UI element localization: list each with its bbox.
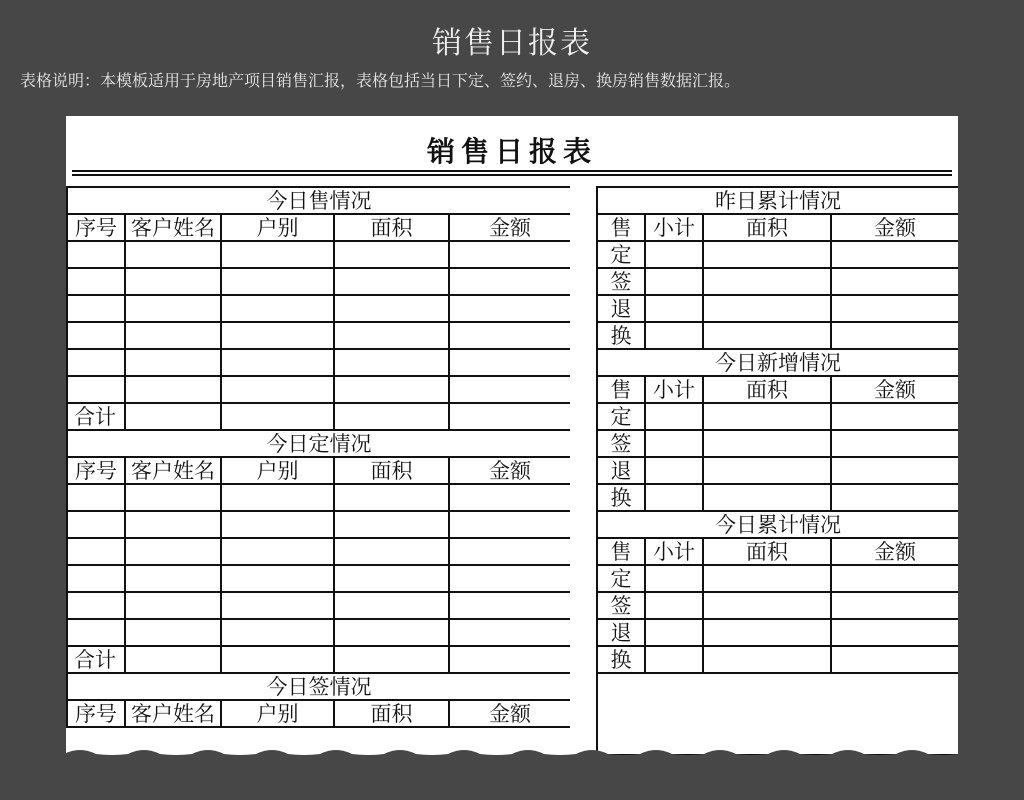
column-header: 金额 — [449, 700, 571, 727]
table-cell[interactable] — [221, 484, 334, 511]
table-cell[interactable] — [703, 484, 831, 511]
table-cell[interactable] — [125, 268, 221, 295]
section-title-row — [67, 187, 571, 214]
table-row — [597, 295, 958, 322]
column-header: 金额 — [831, 538, 958, 565]
table-cell[interactable] — [645, 619, 703, 646]
table-cell[interactable] — [334, 511, 449, 538]
table-cell[interactable] — [449, 268, 571, 295]
table-cell[interactable] — [221, 592, 334, 619]
row-label: 退 — [597, 619, 645, 646]
table-cell[interactable] — [125, 349, 221, 376]
table-cell[interactable] — [334, 322, 449, 349]
table-cell[interactable] — [125, 403, 221, 430]
header-row — [597, 376, 958, 403]
table-cell[interactable] — [831, 268, 958, 295]
table-cell[interactable] — [831, 403, 958, 430]
table-cell[interactable] — [125, 295, 221, 322]
table-cell[interactable] — [334, 592, 449, 619]
torn-paper-edge — [0, 738, 1024, 800]
column-header: 面积 — [703, 376, 831, 403]
table-cell[interactable] — [703, 403, 831, 430]
column-header: 金额 — [831, 376, 958, 403]
column-header: 户别 — [221, 700, 334, 727]
section-title: 昨日累计情况 — [597, 187, 958, 214]
table-row — [67, 241, 571, 268]
left-report-table — [66, 186, 572, 728]
table-cell[interactable] — [67, 349, 125, 376]
column-header: 面积 — [703, 538, 831, 565]
table-cell[interactable] — [645, 484, 703, 511]
table-cell[interactable] — [67, 322, 125, 349]
table-cell[interactable] — [831, 565, 958, 592]
header-row — [67, 700, 571, 727]
table-cell[interactable] — [221, 511, 334, 538]
column-header: 面积 — [334, 700, 449, 727]
table-row — [597, 457, 958, 484]
row-label: 签 — [597, 430, 645, 457]
table-cell[interactable] — [703, 295, 831, 322]
table-cell[interactable] — [449, 241, 571, 268]
table-cell[interactable] — [125, 565, 221, 592]
section-title-row — [597, 511, 958, 538]
title-double-rule — [72, 170, 952, 176]
table-cell[interactable] — [334, 619, 449, 646]
table-cell[interactable] — [67, 565, 125, 592]
column-header: 金额 — [831, 214, 958, 241]
table-cell[interactable] — [645, 403, 703, 430]
table-cell[interactable] — [449, 322, 571, 349]
table-cell[interactable] — [645, 646, 703, 673]
row-label: 定 — [597, 241, 645, 268]
table-cell[interactable] — [449, 484, 571, 511]
table-cell[interactable] — [67, 268, 125, 295]
table-row — [67, 322, 571, 349]
table-cell[interactable] — [334, 646, 449, 673]
table-cell[interactable] — [449, 376, 571, 403]
table-row — [67, 565, 571, 592]
table-cell[interactable] — [703, 565, 831, 592]
table-cell[interactable] — [334, 376, 449, 403]
section-title-row — [67, 430, 571, 457]
section-title: 今日售情况 — [67, 187, 571, 214]
row-label: 签 — [597, 592, 645, 619]
column-header: 售 — [597, 214, 645, 241]
table-cell[interactable] — [334, 403, 449, 430]
row-label: 定 — [597, 565, 645, 592]
table-row — [67, 619, 571, 646]
header-row — [597, 538, 958, 565]
table-cell[interactable] — [703, 268, 831, 295]
row-label: 换 — [597, 484, 645, 511]
table-cell[interactable] — [831, 430, 958, 457]
total-label: 合计 — [67, 403, 125, 430]
table-cell[interactable] — [703, 646, 831, 673]
table-cell[interactable] — [221, 619, 334, 646]
table-row — [67, 592, 571, 619]
table-cell[interactable] — [221, 646, 334, 673]
table-cell[interactable] — [221, 565, 334, 592]
column-header: 客户姓名 — [125, 214, 221, 241]
table-cell[interactable] — [334, 295, 449, 322]
report-sheet — [66, 116, 958, 766]
table-cell[interactable] — [125, 592, 221, 619]
header-row — [597, 214, 958, 241]
row-label: 定 — [597, 403, 645, 430]
table-cell[interactable] — [645, 268, 703, 295]
table-cell[interactable] — [125, 376, 221, 403]
section-title-row — [597, 349, 958, 376]
row-label: 退 — [597, 295, 645, 322]
page-description: 表格说明：本模板适用于房地产项目销售汇报，表格包括当日下定、签约、退房、换房销售数据汇报。 — [20, 71, 741, 90]
table-row — [597, 484, 958, 511]
table-cell[interactable] — [449, 646, 571, 673]
table-cell[interactable] — [449, 619, 571, 646]
column-header: 序号 — [67, 214, 125, 241]
table-row — [67, 511, 571, 538]
table-cell[interactable] — [67, 592, 125, 619]
section-title: 今日新增情况 — [597, 349, 958, 376]
column-header: 小计 — [645, 214, 703, 241]
table-cell[interactable] — [125, 484, 221, 511]
table-cell[interactable] — [703, 430, 831, 457]
table-row — [67, 295, 571, 322]
table-cell[interactable] — [645, 295, 703, 322]
table-row — [67, 538, 571, 565]
table-cell[interactable] — [334, 538, 449, 565]
table-cell[interactable] — [831, 619, 958, 646]
table-row — [597, 646, 958, 673]
table-cell[interactable] — [645, 565, 703, 592]
table-cell[interactable] — [449, 295, 571, 322]
table-cell[interactable] — [831, 484, 958, 511]
table-cell[interactable] — [67, 619, 125, 646]
table-cell[interactable] — [831, 592, 958, 619]
table-cell[interactable] — [831, 322, 958, 349]
table-row — [597, 322, 958, 349]
column-header: 售 — [597, 538, 645, 565]
table-row — [67, 376, 571, 403]
table-cell[interactable] — [334, 241, 449, 268]
table-row — [597, 565, 958, 592]
table-cell[interactable] — [221, 268, 334, 295]
table-cell[interactable] — [221, 349, 334, 376]
table-cell[interactable] — [703, 592, 831, 619]
table-cell[interactable] — [125, 538, 221, 565]
total-row — [67, 646, 571, 673]
column-header: 户别 — [221, 214, 334, 241]
table-cell[interactable] — [703, 322, 831, 349]
table-cell[interactable] — [645, 322, 703, 349]
table-row — [67, 268, 571, 295]
table-cell[interactable] — [449, 403, 571, 430]
table-cell[interactable] — [334, 268, 449, 295]
section-title: 今日签情况 — [67, 673, 571, 700]
section-title-row — [67, 673, 571, 700]
table-cell[interactable] — [645, 592, 703, 619]
table-cell[interactable] — [645, 430, 703, 457]
table-cell[interactable] — [703, 457, 831, 484]
table-cell[interactable] — [334, 349, 449, 376]
table-cell[interactable] — [703, 241, 831, 268]
table-cell[interactable] — [221, 322, 334, 349]
row-label: 签 — [597, 268, 645, 295]
table-row — [597, 619, 958, 646]
table-cell[interactable] — [67, 241, 125, 268]
header-row — [67, 214, 571, 241]
section-title-row — [597, 187, 958, 214]
table-cell[interactable] — [703, 619, 831, 646]
header-row — [67, 457, 571, 484]
column-header: 面积 — [703, 214, 831, 241]
table-cell[interactable] — [831, 646, 958, 673]
table-cell[interactable] — [221, 403, 334, 430]
table-cell[interactable] — [67, 484, 125, 511]
row-label: 换 — [597, 646, 645, 673]
table-cell[interactable] — [831, 241, 958, 268]
table-row — [597, 268, 958, 295]
section-title: 今日累计情况 — [597, 511, 958, 538]
column-header: 小计 — [645, 538, 703, 565]
table-cell[interactable] — [125, 322, 221, 349]
table-row — [597, 241, 958, 268]
column-header: 客户姓名 — [125, 700, 221, 727]
sheet-title: 销售日报表 — [426, 135, 597, 168]
table-cell[interactable] — [831, 457, 958, 484]
table-cell[interactable] — [221, 295, 334, 322]
right-report-table — [596, 186, 958, 756]
column-header: 客户姓名 — [125, 457, 221, 484]
column-header: 金额 — [449, 457, 571, 484]
table-cell[interactable] — [645, 241, 703, 268]
table-cell[interactable] — [125, 646, 221, 673]
table-row — [597, 403, 958, 430]
table-row — [67, 484, 571, 511]
table-cell[interactable] — [221, 376, 334, 403]
table-cell[interactable] — [334, 565, 449, 592]
table-cell[interactable] — [221, 538, 334, 565]
row-label: 退 — [597, 457, 645, 484]
column-header: 金额 — [449, 214, 571, 241]
table-cell[interactable] — [67, 295, 125, 322]
column-header: 小计 — [645, 376, 703, 403]
table-row — [597, 430, 958, 457]
table-cell[interactable] — [831, 295, 958, 322]
total-row — [67, 403, 571, 430]
table-cell[interactable] — [449, 511, 571, 538]
table-cell[interactable] — [67, 538, 125, 565]
table-cell[interactable] — [67, 376, 125, 403]
row-label: 换 — [597, 322, 645, 349]
table-row — [597, 592, 958, 619]
column-header: 户别 — [221, 457, 334, 484]
table-cell[interactable] — [334, 484, 449, 511]
table-cell[interactable] — [125, 619, 221, 646]
total-label: 合计 — [67, 646, 125, 673]
section-title: 今日定情况 — [67, 430, 571, 457]
table-row — [67, 349, 571, 376]
table-cell[interactable] — [67, 511, 125, 538]
page-heading: 销售日报表 — [432, 26, 592, 61]
table-cell[interactable] — [449, 565, 571, 592]
table-gutter — [570, 186, 596, 766]
column-header: 面积 — [334, 457, 449, 484]
table-cell[interactable] — [449, 592, 571, 619]
table-cell[interactable] — [125, 241, 221, 268]
table-cell[interactable] — [449, 349, 571, 376]
column-header: 序号 — [67, 457, 125, 484]
column-header: 序号 — [67, 700, 125, 727]
table-cell[interactable] — [125, 511, 221, 538]
table-cell[interactable] — [645, 457, 703, 484]
column-header: 售 — [597, 376, 645, 403]
table-cell[interactable] — [449, 538, 571, 565]
table-cell[interactable] — [221, 241, 334, 268]
column-header: 面积 — [334, 214, 449, 241]
